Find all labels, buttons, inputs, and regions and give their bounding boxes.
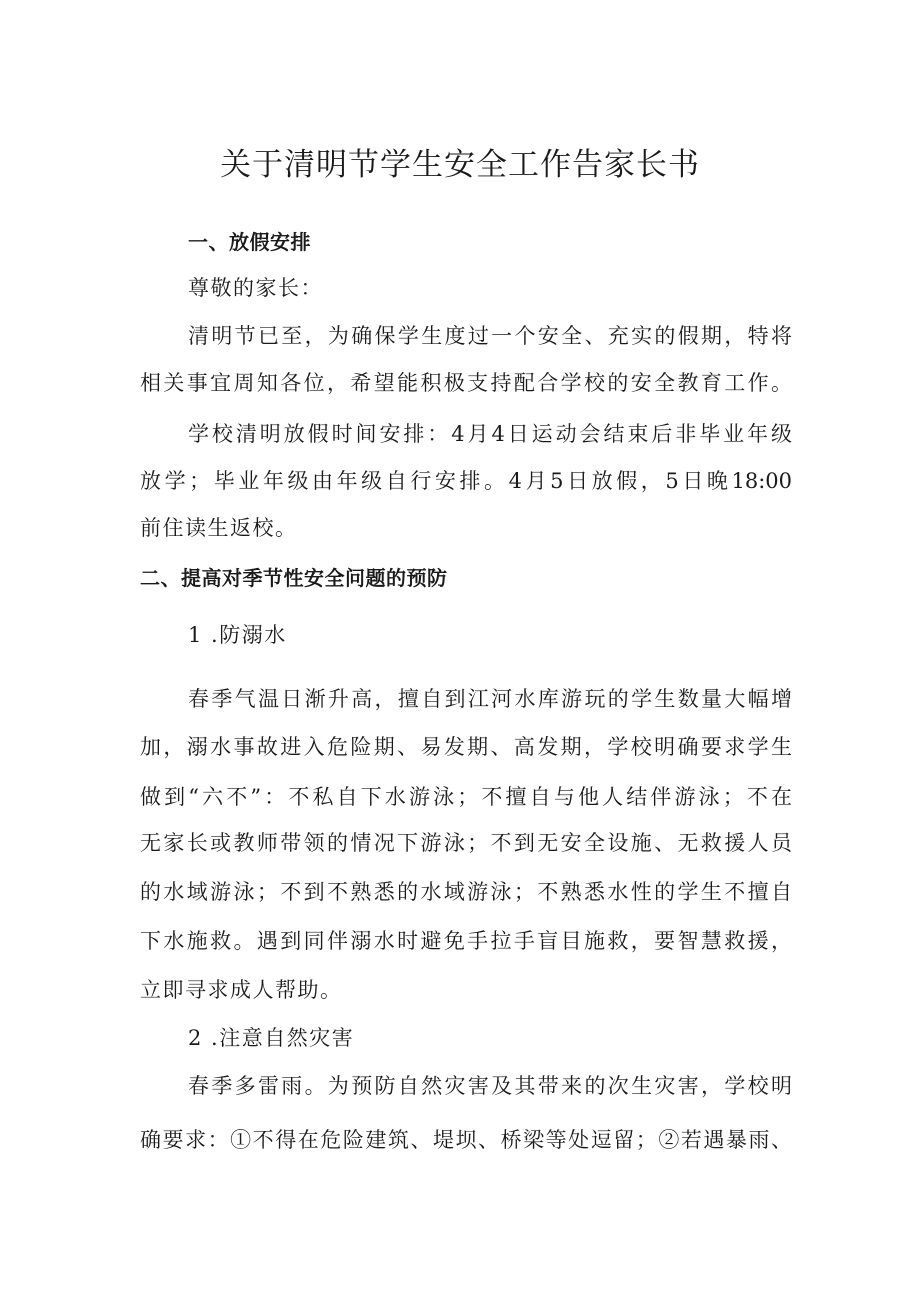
- paragraph-line: 放学；毕业年级由年级自行安排。4月5日放假，5日晚18:00: [140, 469, 792, 493]
- paragraph-line: 前住读生返校。: [140, 516, 298, 540]
- subsection-label-natural-disasters: 2 .注意自然灾害: [188, 1026, 355, 1050]
- paragraph-line: 春季气温日渐升高，擅自到江河水库游玩的学生数量大幅增: [188, 687, 792, 711]
- salutation: 尊敬的家长：: [188, 276, 323, 300]
- paragraph-line: 做到“六不”：不私自下水游泳；不擅自与他人结伴游泳；不在: [140, 785, 792, 809]
- paragraph-line: 确要求：①不得在危险建筑、堤坝、桥梁等处逗留；②若遇暴雨、: [140, 1128, 792, 1152]
- paragraph-line: 春季多雷雨。为预防自然灾害及其带来的次生灾害，学校明: [188, 1074, 792, 1098]
- subsection-label-drowning: 1 .防溺水: [188, 623, 287, 647]
- paragraph-line: 清明节已至，为确保学生度过一个安全、充实的假期，特将: [188, 324, 792, 348]
- document-title: 关于清明节学生安全工作告家长书: [220, 147, 700, 183]
- section-heading-holiday: 一、放假安排: [188, 230, 311, 254]
- section-heading-prevention: 二、提高对季节性安全问题的预防: [140, 566, 448, 590]
- paragraph-line: 相关事宜周知各位，希望能积极支持配合学校的安全教育工作。: [140, 371, 792, 395]
- paragraph-line: 加，溺水事故进入危险期、易发期、高发期，学校明确要求学生: [140, 735, 792, 759]
- paragraph-line: 无家长或教师带领的情况下游泳；不到无安全设施、无救援人员: [140, 831, 792, 855]
- paragraph-line: 立即寻求成人帮助。: [140, 978, 343, 1002]
- paragraph-line: 的水域游泳；不到不熟悉的水域游泳；不熟悉水性的学生不擅自: [140, 880, 792, 904]
- paragraph-line: 下水施救。遇到同伴溺水时避免手拉手盲目施救，要智慧救援，: [140, 929, 792, 953]
- paragraph-line: 学校清明放假时间安排：4月4日运动会结束后非毕业年级: [188, 422, 792, 446]
